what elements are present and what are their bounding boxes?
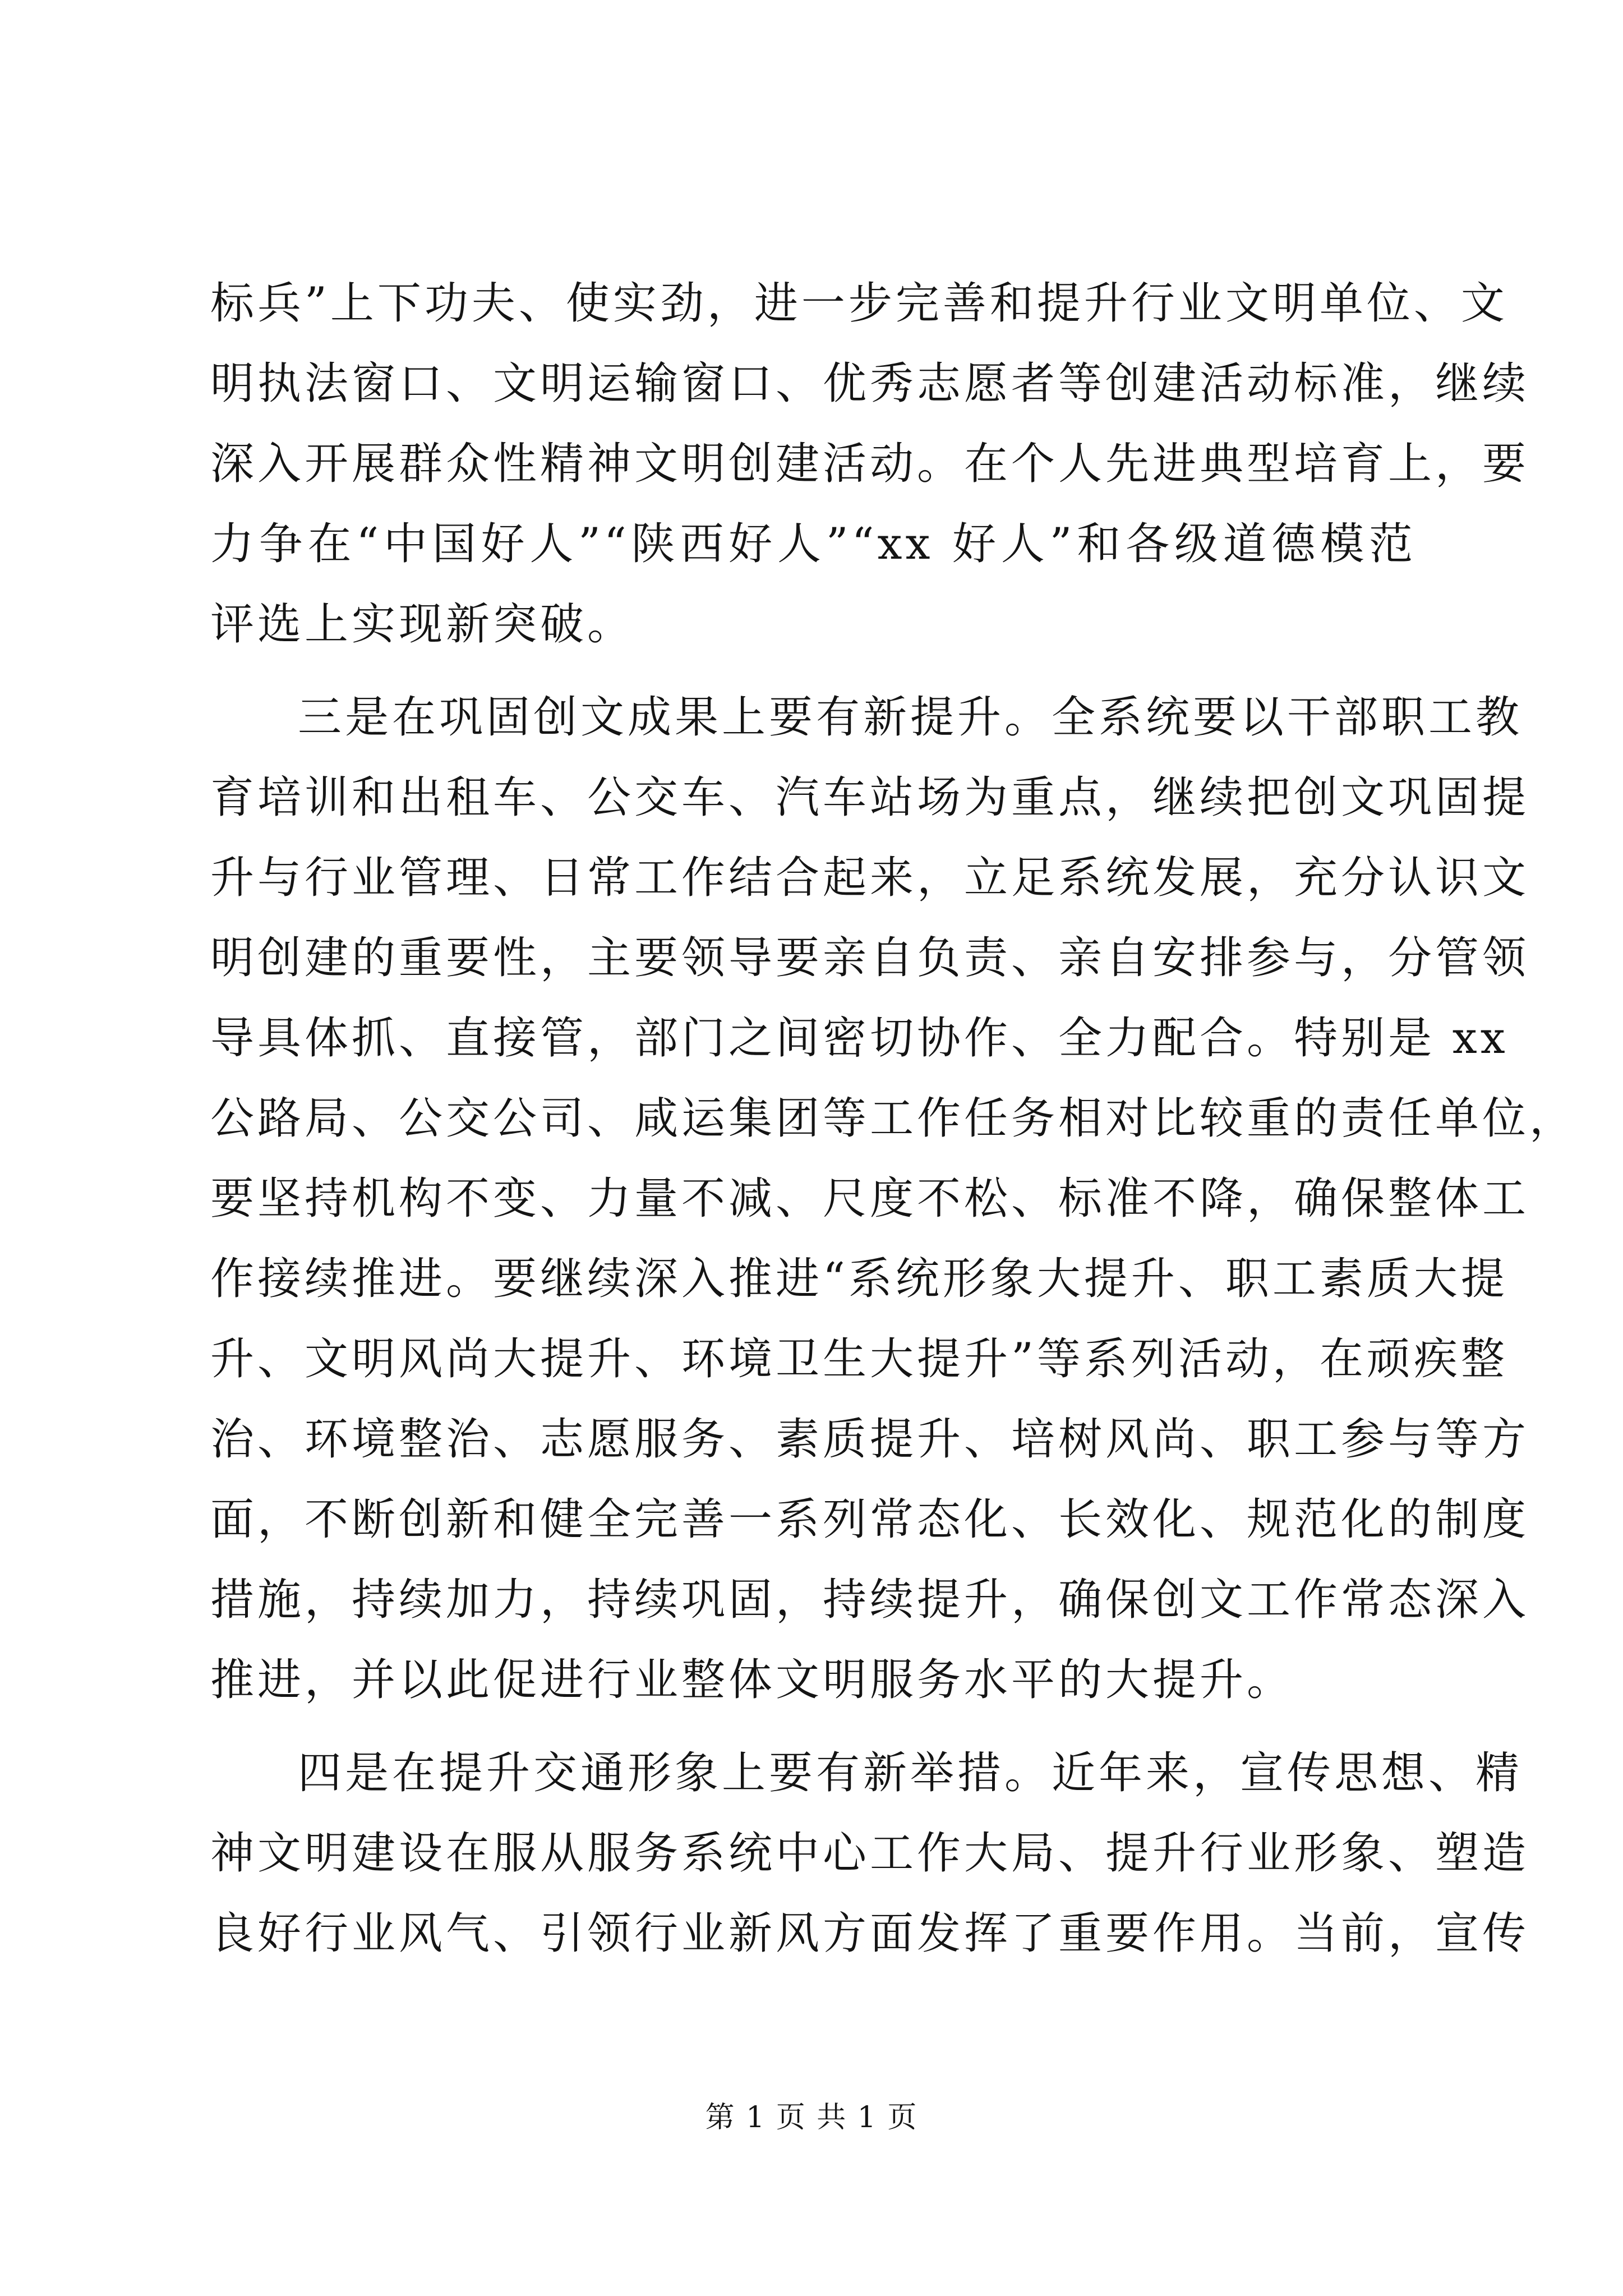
text-line: 要坚持机构不变、力量不减、尺度不松、标准不降，确保整体工 bbox=[210, 1174, 1530, 1224]
paragraph-first-line: 四是在提升交通形象上要有新举措。近年来，宣传思想、精 bbox=[298, 1748, 1523, 1798]
text-line: 推进，并以此促进行业整体文明服务水平的大提升。 bbox=[210, 1655, 1294, 1705]
text-line: 面，不断创新和健全完善一系列常态化、长效化、规范化的制度 bbox=[210, 1494, 1530, 1545]
text-line: 评选上实现新突破。 bbox=[210, 599, 635, 650]
text-line: 作接续推进。要继续深入推进“系统形象大提升、职工素质大提 bbox=[210, 1254, 1508, 1304]
text-line: 深入开展群众性精神文明创建活动。在个人先进典型培育上，要 bbox=[210, 439, 1530, 489]
text-line: 治、环境整治、志愿服务、素质提升、培树风尚、职工参与等方 bbox=[210, 1414, 1530, 1465]
text-line: 公路局、公交公司、咸运集团等工作任务相对比较重的责任单位， bbox=[210, 1093, 1577, 1144]
text-line: 神文明建设在服从服务系统中心工作大局、提升行业形象、塑造 bbox=[210, 1828, 1530, 1879]
page-number-footer: 第 1 页 共 1 页 bbox=[705, 2101, 918, 2134]
text-line: 导具体抓、直接管，部门之间密切协作、全力配合。特别是 xx bbox=[210, 1013, 1509, 1064]
text-line: 明创建的重要性，主要领导要亲自负责、亲自安排参与，分管领 bbox=[210, 933, 1530, 983]
text-line: 良好行业风气、引领行业新风方面发挥了重要作用。当前，宣传 bbox=[210, 1908, 1530, 1959]
text-line: 明执法窗口、文明运输窗口、优秀志愿者等创建活动标准，继续 bbox=[210, 358, 1530, 409]
document-body bbox=[210, 264, 1577, 1974]
text-line: 育培训和出租车、公交车、汽车站场为重点，继续把创文巩固提 bbox=[210, 772, 1530, 823]
text-line: 措施，持续加力，持续巩固，持续提升，确保创文工作常态深入 bbox=[210, 1575, 1530, 1625]
text-line: 升、文明风尚大提升、环境卫生大提升”等系列活动，在顽疾整 bbox=[210, 1334, 1508, 1384]
text-line: 力争在“中国好人”“陕西好人”“xx 好人”和各级道德模范 bbox=[210, 519, 1416, 569]
text-line: 升与行业管理、日常工作结合起来，立足系统发展，充分认识文 bbox=[210, 853, 1530, 903]
paragraph-first-line: 三是在巩固创文成果上要有新提升。全系统要以干部职工教 bbox=[298, 692, 1523, 743]
text-line: 标兵”上下功夫、使实劲，进一步完善和提升行业文明单位、文 bbox=[210, 278, 1508, 329]
